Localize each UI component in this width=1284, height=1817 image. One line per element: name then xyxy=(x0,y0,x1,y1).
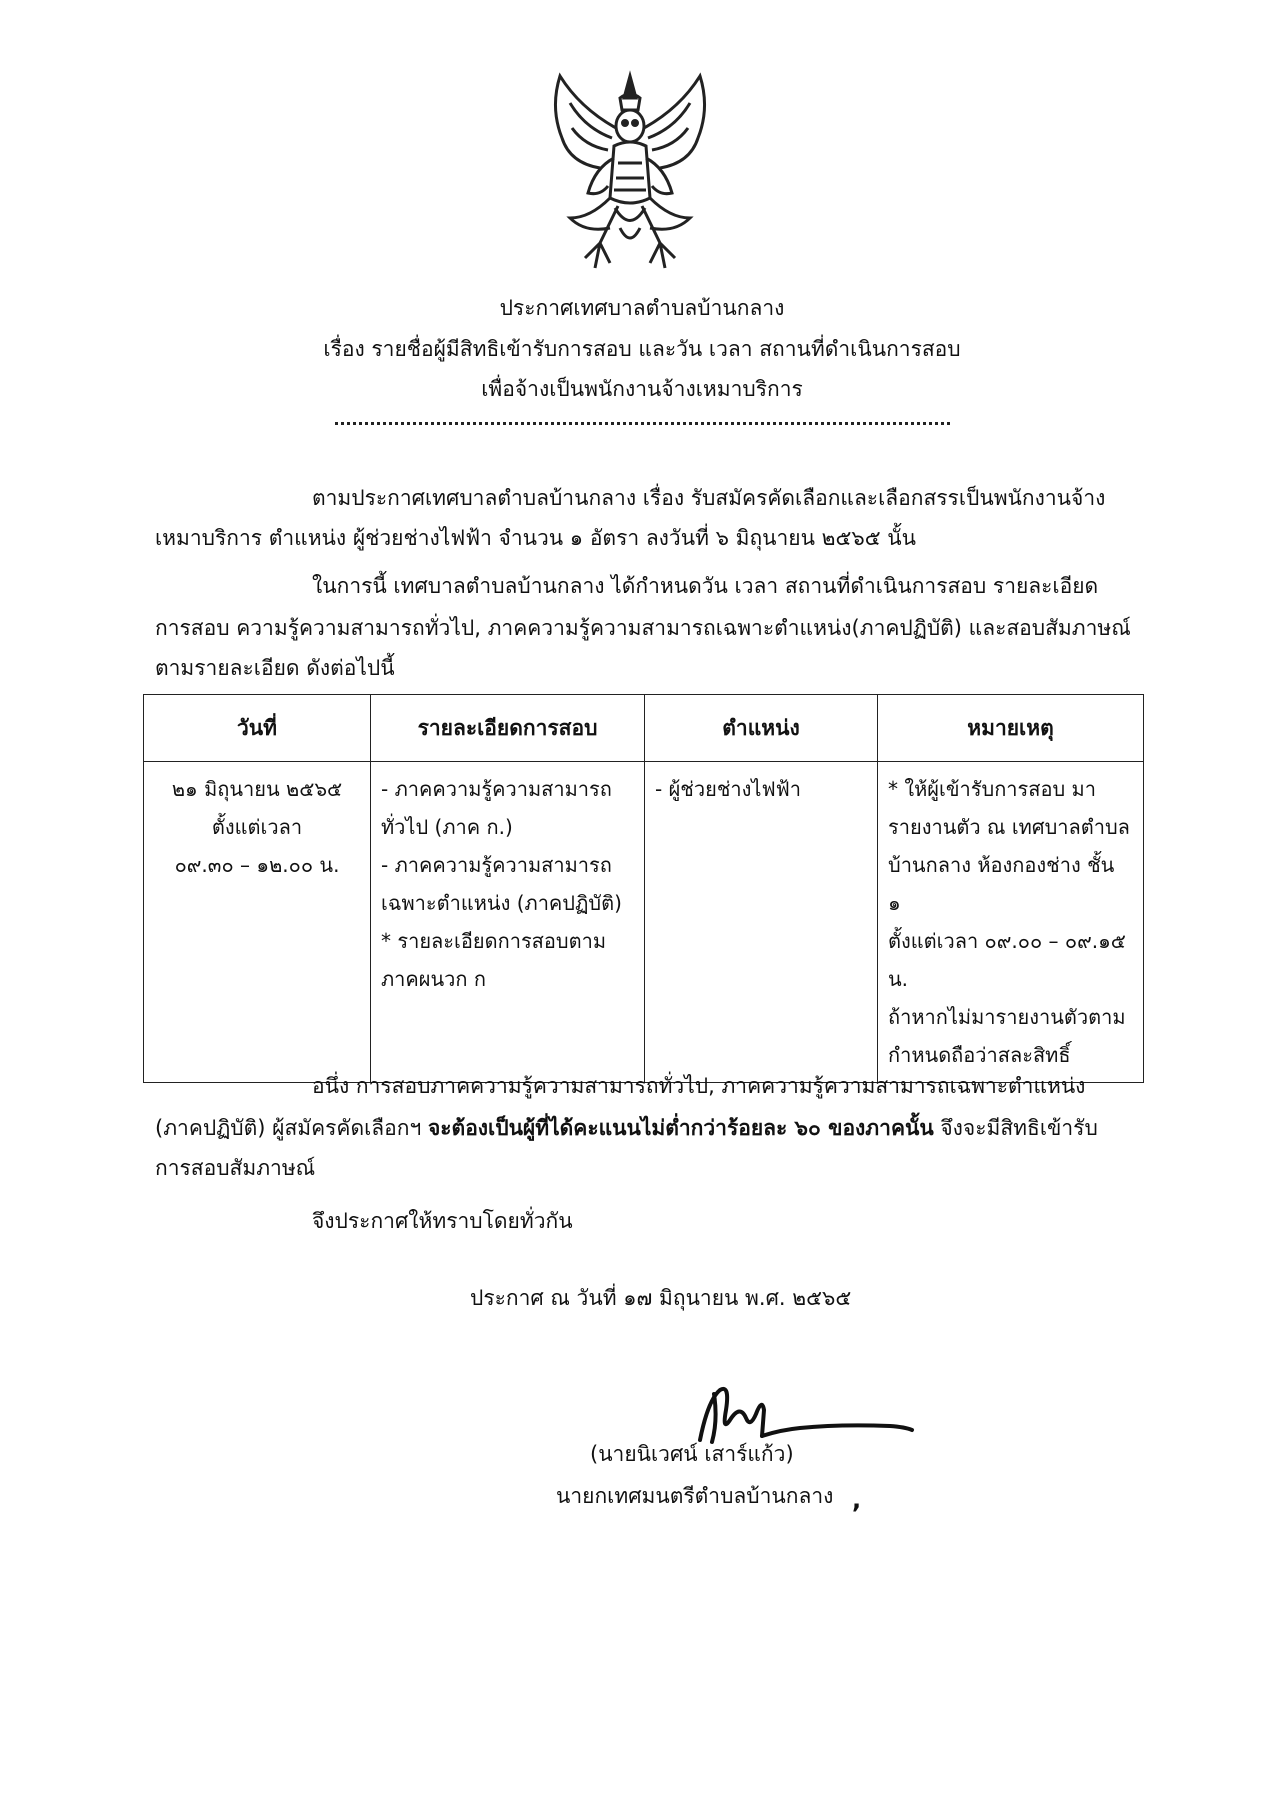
remarks-line: กำหนดถือว่าสละสิทธิ์ xyxy=(888,1043,1071,1067)
announcement-subject: เรื่อง รายชื่อผู้มีสิทธิเข้ารับการสอบ และวัน เวลา สถานที่ดำเนินการสอบ xyxy=(323,337,961,361)
details-line: ทั่วไป (ภาค ก.) xyxy=(381,815,513,839)
date-line: ๒๑ มิถุนายน ๒๕๖๕ xyxy=(171,777,343,801)
exam-schedule-table xyxy=(143,694,1144,1083)
para2-line3: ตามรายละเอียด ดังต่อไปนี้ xyxy=(155,656,395,680)
signer-name: (นายนิเวศน์ เสาร์แก้ว) xyxy=(590,1442,794,1466)
header-date: วันที่ xyxy=(144,695,371,762)
details-line: - ภาคความรู้ความสามารถ xyxy=(381,853,612,877)
remarks-line: ตั้งแต่เวลา ๐๙.๐๐ – ๐๙.๑๕ น. xyxy=(888,929,1126,991)
cell-date xyxy=(144,762,371,1083)
cell-remarks xyxy=(878,762,1144,1083)
para1-line1: ตามประกาศเทศบาลตำบลบ้านกลาง เรื่อง รับสมัครคัดเลือกและเลือกสรรเป็นพนักงานจ้าง xyxy=(312,486,1106,510)
details-line: - ภาคความรู้ความสามารถ xyxy=(381,777,612,801)
announcement-subject-cont: เพื่อจ้างเป็นพนักงานจ้างเหมาบริการ xyxy=(481,377,803,401)
details-line: * รายละเอียดการสอบตาม xyxy=(381,929,606,953)
remarks-line: รายงานตัว ณ เทศบาลตำบล xyxy=(888,815,1130,839)
para2-line2: การสอบ ความรู้ความสามารถทั่วไป, ภาคความรู้ความสามารถเฉพาะตำแหน่ง(ภาคปฏิบัติ) และสอบสัมภาษณ์ xyxy=(155,616,1131,640)
cell-details xyxy=(371,762,645,1083)
announce-line: จึงประกาศให้ทราบโดยทั่วกัน xyxy=(312,1209,573,1233)
para3-line1: อนึ่ง การสอบภาคความรู้ความสามารถทั่วไป, ภาคความรู้ความสามารถเฉพาะตำแหน่ง xyxy=(312,1074,1086,1098)
date-line: ๐๙.๓๐ – ๑๒.๐๐ น. xyxy=(174,853,340,877)
announcement-title: ประกาศเทศบาลตำบลบ้านกลาง xyxy=(499,296,785,320)
details-line: เฉพาะตำแหน่ง (ภาคปฏิบัติ) xyxy=(381,891,622,915)
announce-date: ประกาศ ณ วันที่ ๑๗ มิถุนายน พ.ศ. ๒๕๖๕ xyxy=(470,1286,852,1310)
date-line: ตั้งแต่เวลา xyxy=(211,815,303,839)
cell-position xyxy=(645,762,878,1083)
table-header-row xyxy=(144,695,1144,762)
title-divider xyxy=(335,420,950,425)
para2-line1: ในการนี้ เทศบาลตำบลบ้านกลาง ได้กำหนดวัน เวลา สถานที่ดำเนินการสอบ รายละเอียด xyxy=(312,574,1099,598)
header-remarks: หมายเหตุ xyxy=(878,695,1144,762)
signer-title: นายกเทศมนตรีตำบลบ้านกลาง xyxy=(556,1484,834,1508)
para3-line2-emphasis: จะต้องเป็นผู้ที่ได้คะแนนไม่ต่ำกว่าร้อยละ ๖๐ ของภาคนั้น xyxy=(427,1116,934,1140)
remarks-line: * ให้ผู้เข้ารับการสอบ มา xyxy=(888,777,1096,801)
para3-line2-start: (ภาคปฏิบัติ) ผู้สมัครคัดเลือกฯ xyxy=(155,1116,428,1140)
header-position: ตำแหน่ง xyxy=(645,695,878,762)
para1-line2: เหมาบริการ ตำแหน่ง ผู้ช่วยช่างไฟฟ้า จำนวน ๑ อัตรา ลงวันที่ ๖ มิถุนายน ๒๕๖๕ นั้น xyxy=(155,526,916,550)
details-line: ภาคผนวก ก xyxy=(381,967,486,991)
garuda-emblem-icon xyxy=(540,68,720,278)
remarks-line: ถ้าหากไม่มารายงานตัวตาม xyxy=(888,1005,1126,1029)
header-details: รายละเอียดการสอบ xyxy=(371,695,645,762)
position-line: - ผู้ช่วยช่างไฟฟ้า xyxy=(655,777,801,801)
para3-line3: การสอบสัมภาษณ์ xyxy=(155,1156,316,1180)
signer-mark: , xyxy=(852,1486,862,1514)
table-row xyxy=(144,762,1144,1083)
remarks-line: บ้านกลาง ห้องกองช่าง ชั้น ๑ xyxy=(888,853,1115,915)
para3-line2 xyxy=(155,1112,1098,1145)
para3-line2-end: จึงจะมีสิทธิเข้ารับ xyxy=(933,1116,1098,1140)
